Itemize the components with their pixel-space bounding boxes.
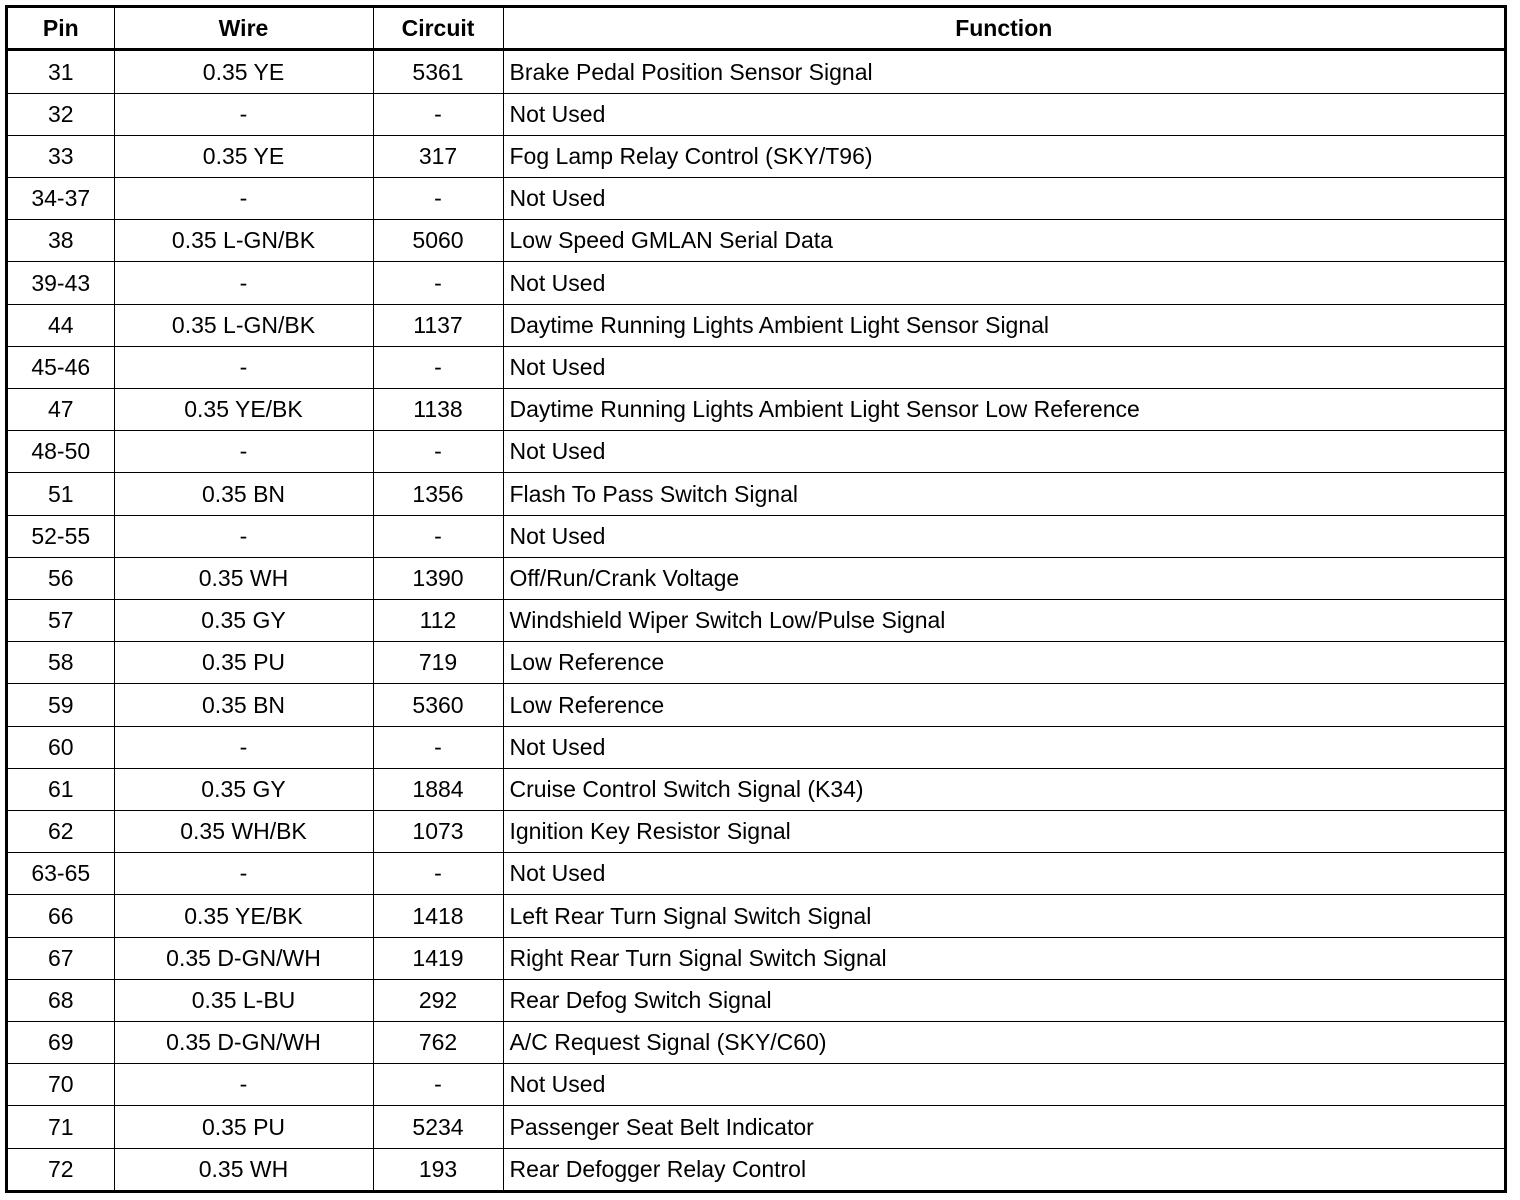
circuit-cell: 1418 <box>373 895 503 937</box>
pin-cell: 51 <box>8 473 114 515</box>
pin-cell: 45-46 <box>8 346 114 388</box>
wire-cell: 0.35 D-GN/WH <box>114 1022 373 1064</box>
table-row <box>8 220 1504 262</box>
header-wire: Wire <box>114 8 373 50</box>
pin-cell: 38 <box>8 220 114 262</box>
circuit-cell: - <box>373 431 503 473</box>
header-function: Function <box>503 8 1504 50</box>
circuit-cell: 719 <box>373 642 503 684</box>
wire-cell: 0.35 D-GN/WH <box>114 937 373 979</box>
wire-cell: - <box>114 262 373 304</box>
function-cell: Not Used <box>503 431 1504 473</box>
pin-cell: 62 <box>8 811 114 853</box>
table-row <box>8 557 1504 599</box>
connector-pinout-table-frame <box>5 5 1507 1193</box>
circuit-cell: - <box>373 515 503 557</box>
table-row <box>8 1022 1504 1064</box>
circuit-cell: - <box>373 178 503 220</box>
table-row <box>8 135 1504 177</box>
pin-cell: 31 <box>8 50 114 93</box>
table-row <box>8 853 1504 895</box>
table-row <box>8 1064 1504 1106</box>
function-cell: A/C Request Signal (SKY/C60) <box>503 1022 1504 1064</box>
table-row <box>8 346 1504 388</box>
function-cell: Windshield Wiper Switch Low/Pulse Signal <box>503 600 1504 642</box>
circuit-cell: - <box>373 262 503 304</box>
circuit-cell: 1884 <box>373 768 503 810</box>
wire-cell: 0.35 PU <box>114 1106 373 1148</box>
function-cell: Daytime Running Lights Ambient Light Sensor Signal <box>503 304 1504 346</box>
wire-cell: - <box>114 1064 373 1106</box>
circuit-cell: 5060 <box>373 220 503 262</box>
pin-cell: 71 <box>8 1106 114 1148</box>
wire-cell: 0.35 YE/BK <box>114 895 373 937</box>
table-row <box>8 1106 1504 1148</box>
pin-cell: 61 <box>8 768 114 810</box>
table-row <box>8 431 1504 473</box>
circuit-cell: 292 <box>373 979 503 1021</box>
table-row <box>8 304 1504 346</box>
function-cell: Low Reference <box>503 642 1504 684</box>
wire-cell: - <box>114 853 373 895</box>
wire-cell: - <box>114 515 373 557</box>
circuit-cell: 5361 <box>373 50 503 93</box>
function-cell: Not Used <box>503 1064 1504 1106</box>
pin-cell: 58 <box>8 642 114 684</box>
header-pin: Pin <box>8 8 114 50</box>
wire-cell: 0.35 WH <box>114 1148 373 1190</box>
wire-cell: 0.35 BN <box>114 473 373 515</box>
circuit-cell: 1137 <box>373 304 503 346</box>
circuit-cell: 5360 <box>373 684 503 726</box>
table-row <box>8 389 1504 431</box>
table-row <box>8 937 1504 979</box>
function-cell: Passenger Seat Belt Indicator <box>503 1106 1504 1148</box>
function-cell: Not Used <box>503 726 1504 768</box>
table-row <box>8 726 1504 768</box>
circuit-cell: 1138 <box>373 389 503 431</box>
table-row <box>8 178 1504 220</box>
circuit-cell: - <box>373 726 503 768</box>
table-row <box>8 1148 1504 1190</box>
function-cell: Not Used <box>503 346 1504 388</box>
wire-cell: 0.35 L-GN/BK <box>114 304 373 346</box>
pin-cell: 72 <box>8 1148 114 1190</box>
pin-cell: 34-37 <box>8 178 114 220</box>
table-row <box>8 262 1504 304</box>
pin-cell: 44 <box>8 304 114 346</box>
wire-cell: - <box>114 346 373 388</box>
function-cell: Rear Defog Switch Signal <box>503 979 1504 1021</box>
table-row <box>8 642 1504 684</box>
wire-cell: 0.35 WH/BK <box>114 811 373 853</box>
wire-cell: - <box>114 726 373 768</box>
table-row <box>8 93 1504 135</box>
table-row <box>8 473 1504 515</box>
table-row <box>8 684 1504 726</box>
circuit-cell: 5234 <box>373 1106 503 1148</box>
pin-cell: 33 <box>8 135 114 177</box>
pin-cell: 63-65 <box>8 853 114 895</box>
wire-cell: 0.35 BN <box>114 684 373 726</box>
circuit-cell: 193 <box>373 1148 503 1190</box>
table-row <box>8 515 1504 557</box>
pin-cell: 67 <box>8 937 114 979</box>
function-cell: Right Rear Turn Signal Switch Signal <box>503 937 1504 979</box>
wire-cell: 0.35 GY <box>114 600 373 642</box>
function-cell: Rear Defogger Relay Control <box>503 1148 1504 1190</box>
connector-pinout-table <box>8 8 1504 1190</box>
function-cell: Off/Run/Crank Voltage <box>503 557 1504 599</box>
function-cell: Brake Pedal Position Sensor Signal <box>503 50 1504 93</box>
circuit-cell: 762 <box>373 1022 503 1064</box>
table-row <box>8 768 1504 810</box>
function-cell: Left Rear Turn Signal Switch Signal <box>503 895 1504 937</box>
pin-cell: 32 <box>8 93 114 135</box>
pin-cell: 39-43 <box>8 262 114 304</box>
pin-cell: 48-50 <box>8 431 114 473</box>
pin-cell: 69 <box>8 1022 114 1064</box>
circuit-cell: 1419 <box>373 937 503 979</box>
wire-cell: 0.35 WH <box>114 557 373 599</box>
pin-cell: 68 <box>8 979 114 1021</box>
function-cell: Low Reference <box>503 684 1504 726</box>
table-header <box>8 8 1504 50</box>
function-cell: Not Used <box>503 853 1504 895</box>
wire-cell: 0.35 YE <box>114 135 373 177</box>
pin-cell: 60 <box>8 726 114 768</box>
function-cell: Flash To Pass Switch Signal <box>503 473 1504 515</box>
function-cell: Ignition Key Resistor Signal <box>503 811 1504 853</box>
table-row <box>8 600 1504 642</box>
pin-cell: 47 <box>8 389 114 431</box>
function-cell: Not Used <box>503 515 1504 557</box>
wire-cell: 0.35 YE <box>114 50 373 93</box>
function-cell: Not Used <box>503 262 1504 304</box>
table-row <box>8 895 1504 937</box>
pin-cell: 56 <box>8 557 114 599</box>
table-row <box>8 50 1504 93</box>
table-body <box>8 50 1504 1190</box>
wire-cell: 0.35 PU <box>114 642 373 684</box>
pin-cell: 66 <box>8 895 114 937</box>
header-row <box>8 8 1504 50</box>
wire-cell: 0.35 L-GN/BK <box>114 220 373 262</box>
table-row <box>8 811 1504 853</box>
pin-cell: 52-55 <box>8 515 114 557</box>
function-cell: Cruise Control Switch Signal (K34) <box>503 768 1504 810</box>
circuit-cell: - <box>373 93 503 135</box>
circuit-cell: 1073 <box>373 811 503 853</box>
circuit-cell: - <box>373 853 503 895</box>
pin-cell: 70 <box>8 1064 114 1106</box>
pin-cell: 57 <box>8 600 114 642</box>
function-cell: Low Speed GMLAN Serial Data <box>503 220 1504 262</box>
pin-cell: 59 <box>8 684 114 726</box>
function-cell: Daytime Running Lights Ambient Light Sensor Low Reference <box>503 389 1504 431</box>
circuit-cell: 1356 <box>373 473 503 515</box>
function-cell: Fog Lamp Relay Control (SKY/T96) <box>503 135 1504 177</box>
circuit-cell: - <box>373 346 503 388</box>
function-cell: Not Used <box>503 93 1504 135</box>
circuit-cell: 1390 <box>373 557 503 599</box>
wire-cell: - <box>114 178 373 220</box>
wire-cell: 0.35 L-BU <box>114 979 373 1021</box>
table-row <box>8 979 1504 1021</box>
wire-cell: - <box>114 93 373 135</box>
circuit-cell: - <box>373 1064 503 1106</box>
wire-cell: - <box>114 431 373 473</box>
function-cell: Not Used <box>503 178 1504 220</box>
wire-cell: 0.35 YE/BK <box>114 389 373 431</box>
circuit-cell: 317 <box>373 135 503 177</box>
header-circuit: Circuit <box>373 8 503 50</box>
circuit-cell: 112 <box>373 600 503 642</box>
wire-cell: 0.35 GY <box>114 768 373 810</box>
